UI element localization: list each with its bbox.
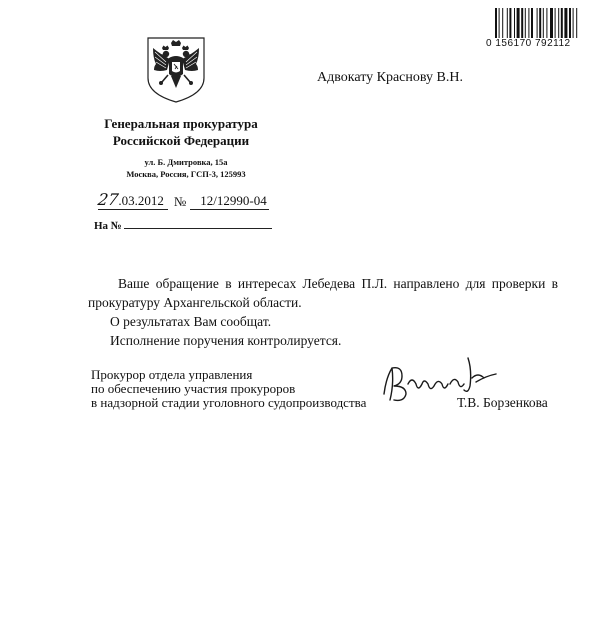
double-headed-eagle-emblem-icon bbox=[140, 32, 212, 104]
body-paragraph-2: О результатах Вам сообщат. bbox=[110, 314, 272, 329]
barcode-number: 0 156170 792112 bbox=[486, 38, 571, 49]
signer-position-line3: в надзорной стадии уголовного судопроизводства bbox=[91, 395, 367, 410]
signer-position-line2: по обеспечению участия прокуроров bbox=[91, 381, 296, 396]
organization-address bbox=[106, 156, 266, 180]
organization-address-line1: ул. Б. Дмитровка, 15а bbox=[144, 157, 228, 167]
signer-name: Т.В. Борзенкова bbox=[457, 395, 548, 410]
document-number: 12/12990-04 bbox=[190, 193, 268, 210]
reference-number-line bbox=[94, 218, 272, 232]
organization-name-line2: Российской Федерации bbox=[112, 133, 250, 148]
organization-name-line1: Генеральная прокуратура bbox=[104, 116, 258, 131]
organization-address-line2: Москва, Россия, ГСП-3, 125993 bbox=[126, 169, 246, 179]
reference-number-blank bbox=[124, 218, 272, 229]
addressee: Адвокату Краснову В.Н. bbox=[317, 70, 463, 85]
body-paragraph-1: Ваше обращение в интересах Лебедева П.Л. направлено для проверки в прокуратуру Архангельской области. bbox=[88, 276, 558, 310]
letter-body bbox=[88, 274, 558, 350]
reference-number-label: На № bbox=[94, 220, 122, 232]
body-paragraph-3: Исполнение поручения контролируется. bbox=[110, 333, 342, 348]
document-date-number bbox=[98, 190, 269, 208]
number-sign: № bbox=[173, 194, 187, 209]
document-date-month-year: .03.2012 bbox=[118, 193, 164, 208]
document-date-day: 27 bbox=[96, 190, 120, 209]
document-date bbox=[98, 190, 168, 210]
barcode bbox=[495, 8, 599, 38]
signer-position-line1: Прокурор отдела управления bbox=[91, 367, 253, 382]
organization-name bbox=[96, 115, 266, 149]
